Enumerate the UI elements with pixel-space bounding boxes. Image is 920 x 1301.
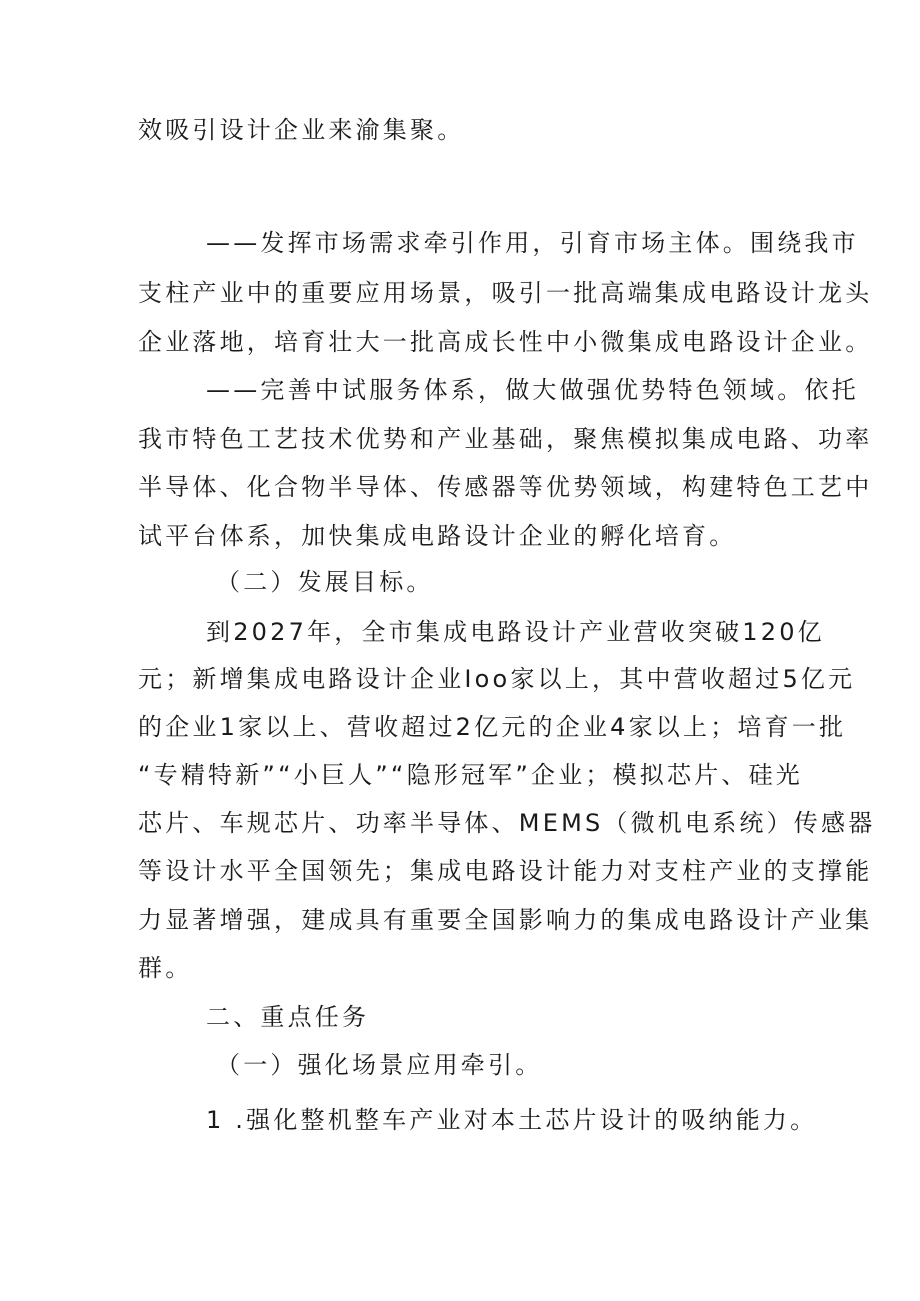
paragraph-line: 半导体、化合物半导体、传感器等优势领域，构建特色工艺中 (138, 473, 873, 501)
paragraph-line: 群。 (138, 954, 193, 982)
section-heading: 二、重点任务 (206, 1003, 370, 1031)
paragraph-line: 的企业1家以上、营收超过2亿元的企业4家以上；培育一批 (138, 713, 847, 741)
paragraph-line: ——完善中试服务体系，做大做强优势特色领域。依托 (206, 376, 859, 404)
paragraph-line: 支柱产业中的重要应用场景，吸引一批高端集成电路设计龙头 (138, 279, 873, 307)
paragraph-line: 等设计水平全国领先；集成电路设计能力对支柱产业的支撑能 (138, 857, 873, 885)
paragraph-line: 效吸引设计企业来渝集聚。 (138, 116, 465, 144)
paragraph-line: 芯片、车规芯片、功率半导体、MEMS（微机电系统）传感器 (138, 809, 876, 837)
paragraph-line: 到2027年，全市集成电路设计产业营收突破120亿 (206, 618, 825, 646)
paragraph-line: “专精特新”“小巨人”“隐形冠军”企业；模拟芯片、硅光 (138, 761, 803, 789)
paragraph-line: ——发挥市场需求牵引作用，引育市场主体。围绕我市 (206, 229, 859, 257)
paragraph-line: 元；新增集成电路设计企业Ioo家以上，其中营收超过5亿元 (138, 665, 856, 693)
paragraph-line: 我市特色工艺技术优势和产业基础，聚焦模拟集成电路、功率 (138, 425, 873, 453)
paragraph-line: 企业落地，培育壮大一批高成长性中小微集成电路设计企业。 (138, 328, 873, 356)
paragraph-line: 试平台体系，加快集成电路设计企业的孵化培育。 (138, 522, 737, 550)
section-heading: （二）发展目标。 (216, 568, 434, 596)
paragraph-line: 力显著增强，建成具有重要全国影响力的集成电路设计产业集 (138, 906, 873, 934)
list-item-heading: 1 .强化整机整车产业对本土芯片设计的吸纳能力。 (206, 1106, 818, 1134)
subsection-heading: （一）强化场景应用牵引。 (216, 1051, 543, 1079)
